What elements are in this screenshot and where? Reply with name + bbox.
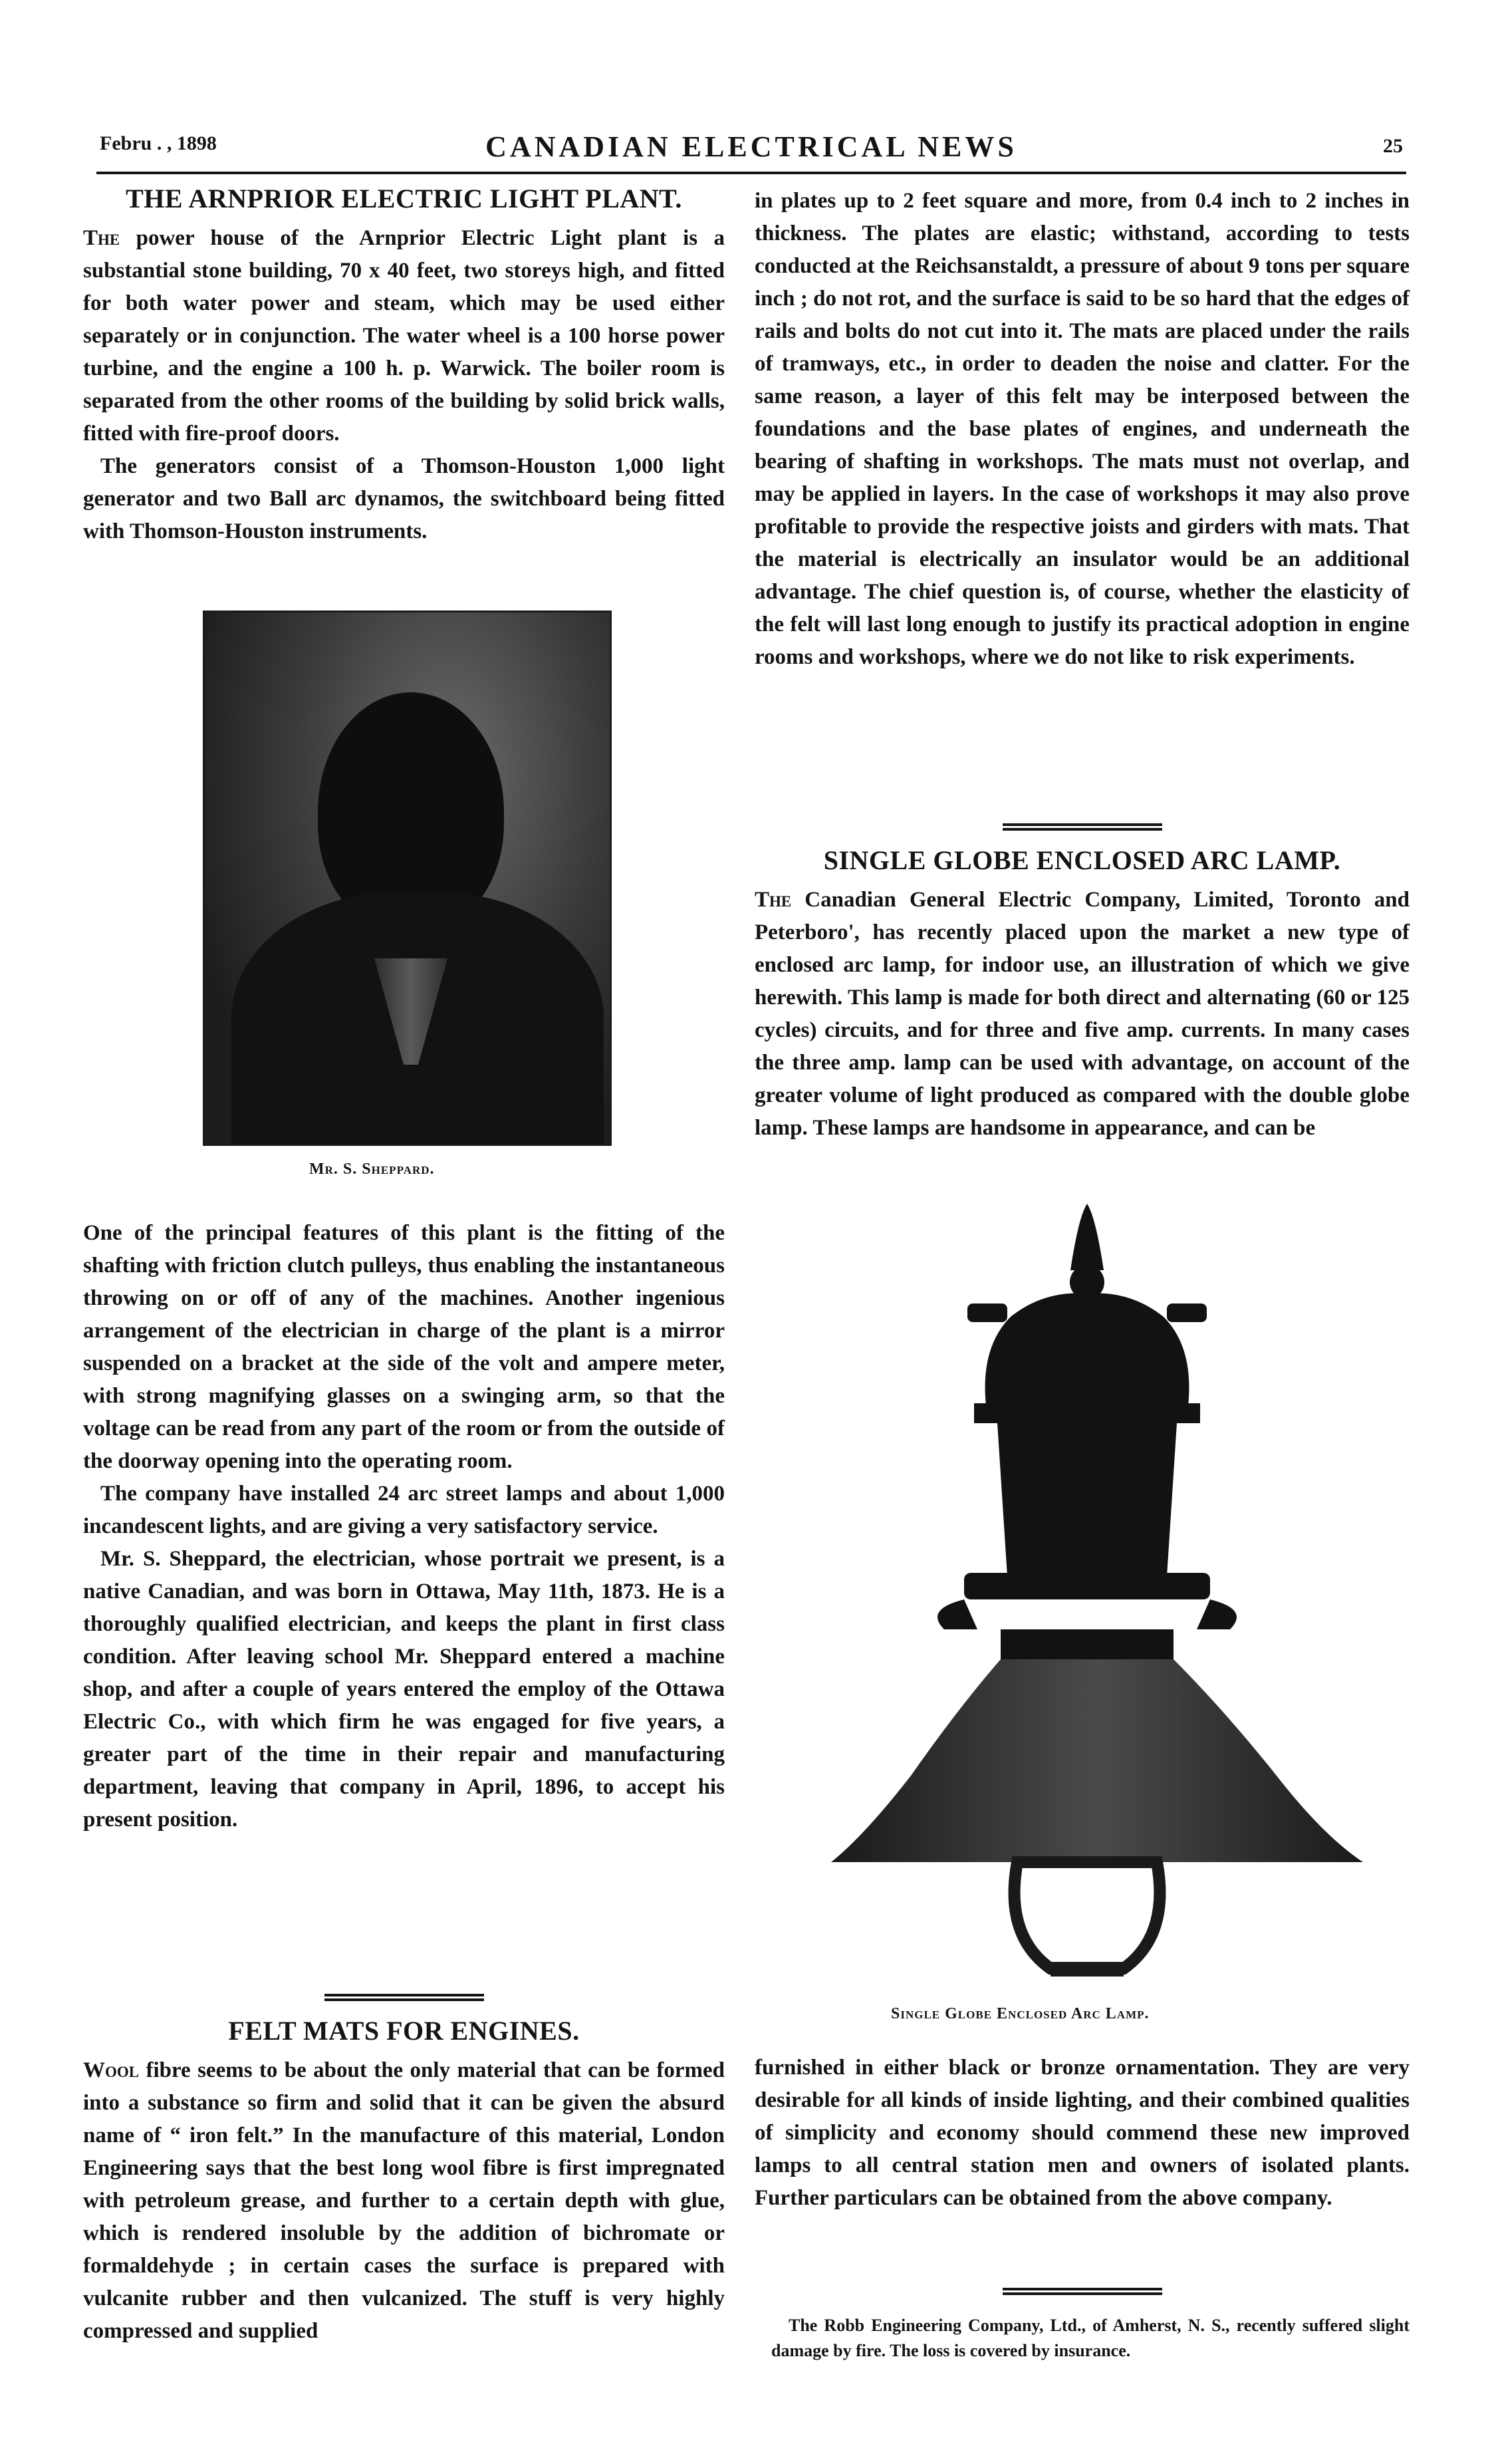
lamp-terminal-right <box>1167 1303 1207 1322</box>
arnprior-para-5: Mr. S. Sheppard, the electrician, whose portrait we present, is a native Canadian, and was born in Ottawa, May 11th, 1873. He is a thoroughly qualified electrician, and keeps the plant in first class condition. After leaving school Mr. Sheppard entered a machine shop, and after a couple of years entered the employ of the Ottawa Electric Co., with which firm he was engaged for five years, a greater part of the time in their repair and manufacturing department, leaving that company in April, 1896, to accept his present position. <box>83 1547 725 1832</box>
felt-first-word: Wool <box>83 2058 140 2082</box>
lamp-scroll-left <box>937 1599 977 1629</box>
lamp-neck <box>1001 1629 1174 1659</box>
lamp-body <box>997 1423 1177 1576</box>
lamp-para-2: furnished in either black or bronze ornamentation. They are very desirable for all kinds of inside lighting, and their combined qualities of simplicity and economy should commend these new improved lamps to all central station men and owners of isolated plants. Further particulars can be obtained from the above company. <box>755 2056 1410 2210</box>
lamp-caption: Single Globe Enclosed Arc Lamp. <box>891 2005 1150 2022</box>
lamp-title: SINGLE GLOBE ENCLOSED ARC LAMP. <box>823 845 1341 875</box>
divider-notice <box>755 2288 1410 2295</box>
lamp-globe-base <box>1051 1962 1124 1977</box>
lamp-first-word: The <box>755 888 792 912</box>
article-felt-continued <box>755 185 1410 674</box>
arnprior-title: THE ARNPRIOR ELECTRIC LIGHT PLANT. <box>126 184 682 213</box>
article-lamp <box>755 845 1410 1145</box>
divider-lamp <box>755 823 1410 831</box>
lamp-finial <box>1070 1204 1104 1270</box>
felt-para-1-text: fibre seems to be about the only material that can be formed into a substance so firm and solid that it can be given the absurd name of “ iron felt.” In the manufacture of this material, London Engineering says that the best long wool fibre is first impregnated with petroleum grease, and further to a certain depth with glue, which is rendered insoluble by the addition of bichromate or formaldehyde ; in certain cases the surface is prepared with vulcanite rubber and then vulcanized. The stuff is very highly compressed and supplied <box>83 2058 725 2343</box>
double-rule <box>324 1994 484 2001</box>
double-rule <box>1003 2288 1162 2295</box>
publication-title: CANADIAN ELECTRICAL NEWS <box>485 130 1017 163</box>
arc-lamp-illustration <box>831 1204 1363 1982</box>
arnprior-para-2: The generators consist of a Thomson-Houston 1,000 light generator and two Ball arc dynamos, the switchboard being fitted with Thomson-Houston instruments. <box>83 454 725 543</box>
lamp-collar <box>964 1573 1210 1599</box>
felt-title: FELT MATS FOR ENGINES. <box>228 2016 580 2046</box>
arnprior-para-3: One of the principal features of this plant is the fitting of the shafting with friction clutch pulleys, thus enabling the instantaneous throwing on or off of any of the machines. Another ingenious arrangement of the electrician in charge of the plant is a mirror suspended on a bracket at the side of the volt and ampere meter, with strong magnifying glasses on a swinging arm, so that the voltage can be read from any part of the room or from the outside of the doorway opening into the operating room. <box>83 1221 725 1473</box>
issue-date: Febru . , 1898 <box>100 132 217 154</box>
double-rule <box>1003 823 1162 831</box>
portrait-caption: Mr. S. Sheppard. <box>309 1161 435 1178</box>
lamp-terminal-left <box>967 1303 1007 1322</box>
felt-para-1 <box>83 2054 725 2348</box>
arnprior-first-word: The <box>83 226 120 250</box>
article-felt <box>83 2015 725 2348</box>
lamp-globe <box>1015 1862 1160 1969</box>
divider-felt <box>83 1994 725 2001</box>
notice-text: The Robb Engineering Company, Ltd., of Amherst, N. S., recently suffered slight damage by fire. The loss is covered by insurance. <box>771 2316 1410 2360</box>
portrait-photo <box>203 611 612 1146</box>
page-header <box>100 130 1403 170</box>
article-arnprior-bottom <box>83 1217 725 1836</box>
lamp-crown <box>985 1293 1189 1417</box>
arnprior-para-1 <box>83 222 725 450</box>
arnprior-para-1-text: power house of the Arnprior Electric Light plant is a substantial stone building, 70 x 40 feet, two storeys high, and fitted for both water power and steam, which may be used either separately or in conjunction. The water wheel is a 100 horse power turbine, and the engine a 100 h. p. Warwick. The boiler room is separated from the other rooms of the building by solid brick walls, fitted with fire-proof doors. <box>83 226 725 446</box>
lamp-shade <box>831 1659 1363 1862</box>
article-arnprior-top <box>83 183 725 548</box>
page-number: 25 <box>1383 135 1403 157</box>
lamp-para-1-text: Canadian General Electric Company, Limited, Toronto and Peterboro', has recently placed upon the market a new type of enclosed arc lamp, for indoor use, an illustration of which we give herewith. This lamp is made for both direct and alternating (60 or 125 cycles) circuits, and for three and five amp. currents. In many cases the three amp. lamp can be used with advantage, on account of the greater volume of light produced as compared with the double globe lamp. These lamps are handsome in appearance, and can be <box>755 888 1410 1140</box>
felt-para-2: in plates up to 2 feet square and more, from 0.4 inch to 2 inches in thickness. The plates are elastic; withstand, according to tests conducted at the Reichsanstaldt, a pressure of about 9 tons per square inch ; do not rot, and the surface is said to be so hard that the edges of rails and bolts do not cut into it. The mats are placed under the rails of tramways, etc., in order to deaden the noise and clatter. For the same reason, a layer of this felt may be interposed between the foundations and the base plates of engines, and underneath the bearing of shafting in workshops. The mats must not overlap, and may be applied in layers. In the case of workshops it may also prove profitable to provide the respective joists and girders with mats. That the material is electrically an insulator would be an additional advantage. The chief question is, of course, whether the elasticity of the felt will last long enough to justify its practical adoption in engine rooms and workshops, where we do not like to risk experiments. <box>755 189 1410 669</box>
notice-robb <box>771 2313 1410 2364</box>
header-rule <box>96 172 1406 174</box>
lamp-crown-band <box>974 1403 1200 1423</box>
lamp-para-1 <box>755 884 1410 1145</box>
arnprior-para-4: The company have installed 24 arc street lamps and about 1,000 incandescent lights, and are giving a very satisfactory service. <box>83 1482 725 1538</box>
lamp-scroll-right <box>1197 1599 1237 1629</box>
article-lamp-continued <box>755 2052 1410 2215</box>
